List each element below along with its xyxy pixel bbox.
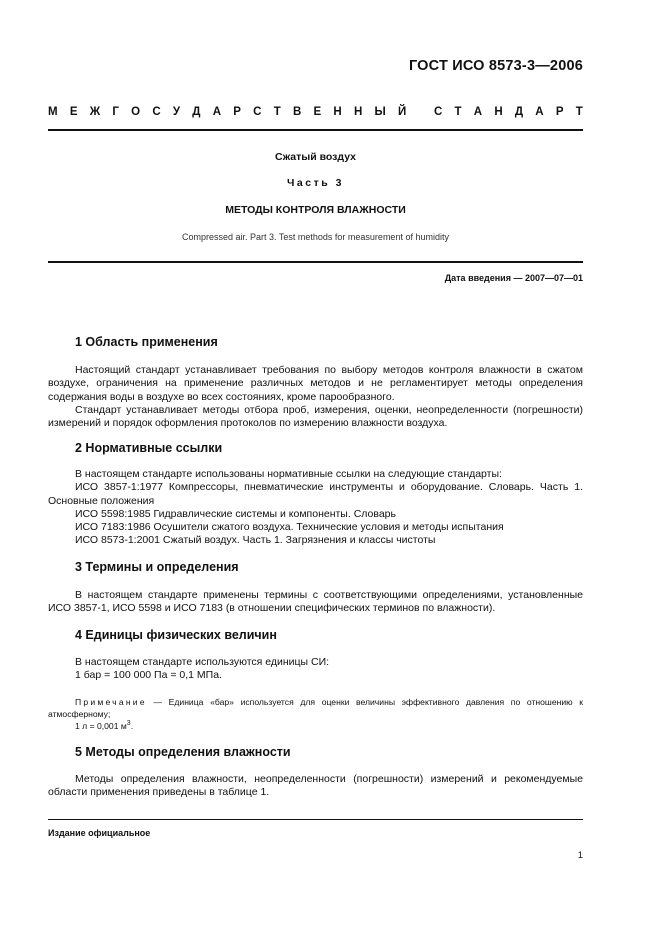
- note-text: — Единица «бар» используется для оценки величины эффективного давления по отношению к атмосферному;: [48, 697, 583, 719]
- section-1-heading: 1 Область применения: [75, 335, 218, 349]
- section-5-body: [48, 773, 583, 800]
- banner-letter: Й: [398, 106, 407, 118]
- banner-letter: Р: [555, 106, 564, 118]
- reference-iso-7183: ИСО 7183:1986 Осушители сжатого воздуха. Технические условия и методы испытания: [75, 521, 504, 534]
- banner-letter: Д: [514, 106, 524, 118]
- banner-letter: Г: [112, 106, 119, 118]
- section-5-paragraph-1: Методы определения влажности, неопределенности (погрешности) измерений и рекомендуемые области применения приведены в таблице 1.: [48, 773, 583, 799]
- section-2-paragraph-1: В настоящем стандарте использованы нормативные ссылки на следующие стандарты:: [75, 468, 502, 480]
- page-number: 1: [577, 850, 583, 861]
- banner-letter: С: [253, 106, 262, 118]
- banner-letter: Т: [454, 106, 462, 118]
- banner-letter: Н: [333, 106, 342, 118]
- section-2-heading: 2 Нормативные ссылки: [75, 441, 223, 455]
- section-5-heading: 5 Методы определения влажности: [75, 745, 291, 759]
- banner-letter: Н: [353, 106, 363, 118]
- banner-letter: У: [172, 106, 181, 118]
- banner-letter: М: [48, 106, 58, 118]
- doc-title: МЕТОДЫ КОНТРОЛЯ ВЛАЖНОСТИ: [225, 204, 406, 216]
- intro-date: Дата введения — 2007—07—01: [444, 273, 583, 283]
- banner-letter: А: [535, 106, 544, 118]
- doc-topic: Сжатый воздух: [274, 151, 357, 163]
- banner-letter: [419, 106, 422, 118]
- note-exponent: 3: [126, 720, 131, 728]
- section-4-heading: 4 Единицы физических величин: [75, 628, 277, 642]
- section-2-body: [48, 468, 583, 548]
- section-1-paragraph-1: Настоящий стандарт устанавливает требования по выбору методов контроля влажности в сжатом воздухе, ограничения на применение различных методов и не регламентирует методы определения содержания воды в воздухе во всех состояниях, кроме парообразного.: [48, 364, 583, 403]
- edition-label: Издание официальное: [48, 828, 151, 838]
- doc-english-title: Compressed air. Part 3. Test methods for measurement of humidity: [182, 232, 449, 242]
- section-4-paragraph-1: В настоящем стандарте используются единицы СИ:: [75, 656, 330, 668]
- footer-rule: [48, 819, 583, 820]
- banner-letter: Д: [192, 106, 201, 118]
- banner-letter: А: [212, 106, 222, 118]
- banner-letter: Е: [69, 106, 78, 118]
- banner-letter: Р: [233, 106, 241, 118]
- banner-letter: Т: [575, 106, 583, 118]
- banner-letter: Т: [273, 106, 281, 118]
- section-3-heading: 3 Термины и определения: [75, 560, 239, 574]
- note-label: Примечание: [75, 697, 147, 707]
- section-4-body: [48, 656, 583, 683]
- header-rule: [48, 129, 583, 131]
- reference-iso-5598: ИСО 5598:1985 Гидравлические системы и компоненты. Словарь: [75, 507, 396, 520]
- banner-letter: Ы: [374, 106, 386, 118]
- reference-iso-3857: ИСО 3857-1:1977 Компрессоры, пневматические инструменты и оборудование. Словарь. Часть 1. Основные положения: [48, 481, 583, 507]
- banner-letter: Н: [494, 106, 503, 118]
- section-4-paragraph-2: 1 бар = 100 000 Па = 0,1 МПа.: [75, 669, 222, 682]
- title-rule: [48, 261, 583, 263]
- document-page: [48, 0, 583, 936]
- reference-iso-8573: ИСО 8573-1:2001 Сжатый воздух. Часть 1. Загрязнения и классы чистоты: [75, 534, 436, 547]
- section-1-paragraph-2: Стандарт устанавливает методы отбора проб, измерения, оценки, неопределенности (погрешности) измерений и порядок оформления протоколов по измерению влажности воздуха.: [48, 403, 583, 430]
- doc-part: Часть 3: [287, 177, 344, 189]
- standard-code: ГОСТ ИСО 8573-3—2006: [408, 58, 583, 74]
- interstate-standard-banner: [48, 106, 583, 118]
- banner-letter: О: [131, 106, 141, 118]
- section-1-body: [48, 364, 583, 430]
- note-formula: 1 л = 0,001 м: [75, 721, 127, 731]
- banner-letter: Ж: [89, 106, 101, 118]
- banner-letter: С: [433, 106, 443, 118]
- section-4-note: [48, 696, 583, 732]
- banner-letter: Е: [313, 106, 322, 118]
- section-3-paragraph-1: В настоящем стандарте применены термины с соответствующими определениями, установленные ИСО 3857-1, ИСО 5598 и ИСО 7183 (в отношении специфических терминов по влажности).: [48, 589, 583, 615]
- banner-letter: В: [292, 106, 302, 118]
- banner-letter: С: [152, 106, 161, 118]
- note-end: .: [130, 721, 134, 731]
- banner-letter: А: [473, 106, 483, 118]
- section-3-body: [48, 589, 583, 616]
